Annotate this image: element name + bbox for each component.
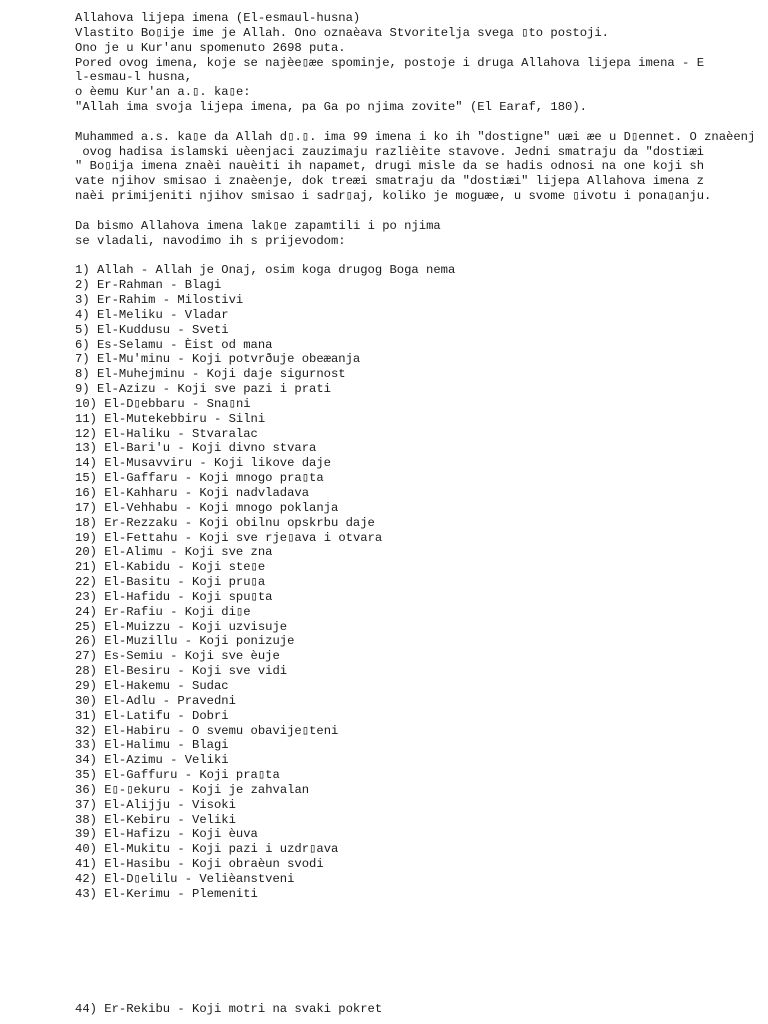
name-list-item: 5) El-Kuddusu - Sveti: [75, 322, 229, 337]
name-list-item: 25) El-Muizzu - Koji uzvisuje: [75, 619, 288, 634]
name-list-item: 39) El-Hafizu - Koji èuva: [75, 827, 258, 842]
text-line: l-esmau-l husna,: [75, 70, 193, 85]
name-list-item: 27) Es-Semiu - Koji sve èuje: [75, 649, 280, 664]
names-list-continued: [75, 1002, 768, 1017]
page-gap: [75, 902, 768, 1002]
name-list-item: 3) Er-Rahim - Milostivi: [75, 293, 244, 308]
text-line: se vladali, navodimo ih s prijevodom:: [75, 233, 346, 248]
name-list-item: 26) El-Muzillu - Koji ponizuje: [75, 634, 295, 649]
name-list-item: 9) El-Azizu - Koji sve pazi i prati: [75, 382, 331, 397]
text-line: vate njihov smisao i znaèenje, dok treæi smatraju da "dostiæi" lijepa Allahova imena z: [75, 174, 704, 189]
text-line: Muhammed a.s. ka▯e da Allah d▯.▯. ima 99 imena i ko ih "dostigne" uæi æe u D▯ennet. O znaèenj: [75, 129, 756, 144]
text-line: ovog hadisa islamski uèenjaci zauzimaju razlièite stavove. Jedni smatraju da "dostiæi: [75, 144, 704, 159]
document-page: [75, 11, 768, 1016]
name-list-item: 8) El-Muhejminu - Koji daje sigurnost: [75, 367, 346, 382]
text-line: Pored ovog imena, koje se najèe▯æe spominje, postoje i druga Allahova lijepa imena - E: [75, 55, 705, 70]
name-list-item: 38) El-Kebiru - Veliki: [75, 812, 236, 827]
name-list-item: 30) El-Adlu - Pravedni: [75, 693, 236, 708]
name-list-item: 22) El-Basitu - Koji pru▯a: [75, 575, 266, 590]
text-line: Da bismo Allahova imena lak▯e zapamtili i po njima: [75, 218, 441, 233]
name-list-item: 16) El-Kahharu - Koji nadvladava: [75, 486, 310, 500]
name-list-item: 4) El-Meliku - Vladar: [75, 307, 229, 322]
name-list-item: 24) Er-Rafiu - Koji di▯e: [75, 604, 251, 619]
name-list-item: 18) Er-Rezzaku - Koji obilnu opskrbu daje: [75, 515, 375, 530]
hadith-paragraph: [75, 130, 768, 204]
name-list-item: 32) El-Habiru - O svemu obavije▯teni: [75, 723, 339, 738]
name-list-item: 7) El-Mu'minu - Koji potvrðuje obeæanja: [75, 352, 361, 367]
name-list-item: 37) El-Alijju - Visoki: [75, 797, 236, 812]
name-list-item: 2) Er-Rahman - Blagi: [75, 278, 222, 293]
intro-block: [75, 11, 768, 115]
name-list-item: 12) El-Haliku - Stvaralac: [75, 426, 258, 441]
name-list-item: 31) El-Latifu - Dobri: [75, 708, 229, 723]
text-line: o èemu Kur'an a.▯. ka▯e:: [75, 85, 251, 100]
name-list-item: 11) El-Mutekebbiru - Silni: [75, 411, 266, 426]
name-list-item: 35) El-Gaffuru - Koji pra▯ta: [75, 768, 280, 783]
names-list: [75, 263, 768, 901]
name-list-item: 44) Er-Rekibu - Koji motri na svaki pokret: [75, 1001, 383, 1016]
name-list-item: 29) El-Hakemu - Sudac: [75, 678, 229, 693]
text-line: naèi primijeniti njihov smisao i sadr▯aj, koliko je moguæe, u svome ▯ivotu i pona▯anju.: [75, 189, 712, 204]
name-list-item: 10) El-D▯ebbaru - Sna▯ni: [75, 396, 251, 411]
name-list-item: 40) El-Mukitu - Koji pazi i uzdr▯ava: [75, 842, 339, 857]
name-list-item: 43) El-Kerimu - Plemeniti: [75, 886, 258, 901]
text-line: Ono je u Kur'anu spomenuto 2698 puta.: [75, 40, 346, 55]
text-line: " Bo▯ija imena znaèi nauèiti ih napamet, drugi misle da se hadis odnosi na one koji sh: [75, 159, 705, 174]
blank-line: [75, 204, 768, 219]
blank-line: [75, 249, 768, 264]
name-list-item: 28) El-Besiru - Koji sve vidi: [75, 664, 288, 679]
name-list-item: 42) El-D▯elilu - Velièanstveni: [75, 871, 295, 886]
name-list-item: 36) E▯-▯ekuru - Koji je zahvalan: [75, 782, 310, 797]
name-list-item: 15) El-Gaffaru - Koji mnogo pra▯ta: [75, 471, 324, 486]
name-list-item: 19) El-Fettahu - Koji sve rje▯ava i otvara: [75, 530, 383, 545]
name-list-item: 13) El-Bari'u - Koji divno stvara: [75, 441, 317, 456]
name-list-item: 21) El-Kabidu - Koji ste▯e: [75, 560, 266, 575]
text-line: Vlastito Bo▯ije ime je Allah. Ono oznaèava Stvoritelja svega ▯to postoji.: [75, 25, 609, 40]
name-list-item: 33) El-Halimu - Blagi: [75, 738, 229, 753]
name-list-item: 17) El-Vehhabu - Koji mnogo poklanja: [75, 500, 339, 515]
name-list-item: 41) El-Hasibu - Koji obraèun svodi: [75, 857, 324, 872]
lead-paragraph: [75, 219, 768, 249]
name-list-item: 1) Allah - Allah je Onaj, osim koga drugog Boga nema: [75, 263, 456, 278]
name-list-item: 23) El-Hafidu - Koji spu▯ta: [75, 589, 273, 604]
name-list-item: 14) El-Musavviru - Koji likove daje: [75, 456, 331, 471]
document-title: Allahova lijepa imena (El-esmaul-husna): [75, 11, 361, 25]
quran-quote: "Allah ima svoja lijepa imena, pa Ga po njima zovite" (El Earaf, 180).: [75, 100, 587, 115]
name-list-item: 20) El-Alimu - Koji sve zna: [75, 545, 273, 560]
name-list-item: 6) Es-Selamu - Èist od mana: [75, 337, 273, 352]
blank-line: [75, 115, 768, 130]
name-list-item: 34) El-Azimu - Veliki: [75, 753, 229, 768]
